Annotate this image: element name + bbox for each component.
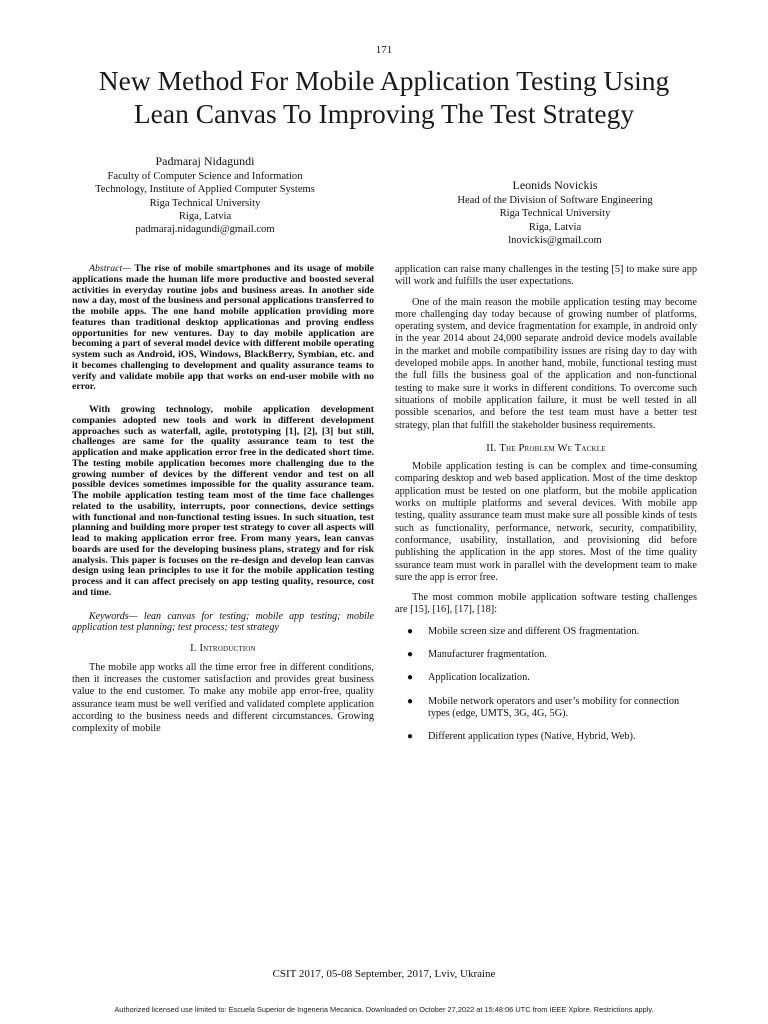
bullet-icon: ●	[407, 649, 414, 661]
abstract-text: The rise of mobile smartphones and its usage of mobile applications made the human life more productive and boosted several activities in everyday routine jobs and business areas. In another side now a day, most of the business and personal applications transferred to the mobile apps. The one hand mobile application providing more features than traditional desktop applicationas and proving endless opportunities for new ventures. Day to day mobile application are becoming a part of several model device with different mobile operating system such as Android, iOS, Windows, BlackBerry, Symbian, etc. and it becomes challenging to development and quality assurance teams to verify and validate mobile app that works on end-user mobile with no error.	[72, 263, 374, 393]
section-numeral: I.	[190, 642, 197, 654]
section-heading-problem	[395, 443, 697, 455]
author-affiliation: Faculty of Computer Science and Information	[107, 171, 303, 182]
body-paragraph: One of the main reason the mobile application testing may become more challenging day today because of growing number of platforms, operating system, and device fragmentation for example, in android only in the year 2014 about 24,000 separate android device models available in the market and mobile compatibility issues are rising day to day with developed mobile apps. In another hand, mobile, functional testing must the full fills the business goal of the application and non-functional testing to make sure it works in different conditions. To overcome such situations of mobile application failure, it must be well tested in all possible scenarios, and before the test team must have a better test strategy, plan that fulfill the stakeholder business requirements.	[395, 296, 697, 431]
section-heading-introduction	[72, 643, 374, 655]
paper-title-line-2: Lean Canvas To Improving The Test Strategy	[133, 98, 635, 129]
author-name: Padmaraj Nidagundi	[155, 154, 255, 168]
introduction-paragraph: The mobile app works all the time error free in different conditions, then it increases the customer satisfaction and provides great business value to the end customer. To make any mobile app error-free, quality assurance team must be well verified and validated complete application according to the business needs and different circumstances. Growing complexity of mobile	[72, 661, 374, 735]
conference-footer: CSIT 2017, 05-08 September, 2017, Lviv, Ukraine	[272, 968, 496, 980]
list-item: ● Mobile network operators and user’s mobility for connection types (edge, UMTS, 3G, 4G, 5G).	[407, 695, 680, 719]
bullet-icon: ●	[407, 672, 414, 684]
keywords: Keywords— lean canvas for testing; mobile app testing; mobile application test planning; test process; test strategy	[72, 610, 374, 633]
bullet-icon: ●	[407, 695, 414, 707]
right-column	[395, 264, 697, 755]
challenges-list	[395, 626, 697, 744]
abstract-paragraph-2: With growing technology, mobile application development companies adopted new tools and work in different development approaches such as waterfall, agile, prototyping [1], [2], [3] but still, challenges are same for the quality assurance team to test the application and make application error free in the dedicated short time. The testing mobile application becomes more challenging due to the growing number of devices by the different vendor and test on all possible devices sometimes impossible for the quality assurance team. The mobile application testing team most of the time face challenges related to the usability, interrupts, poor connections, device settings with functional and non-functional testing issues. In such situation, test planning and building more proper test strategy to cover all aspects will lead to making application error free. From many years, lean canvas boards are used for the developing business plans, strategy and for risk analysis. This paper is focuses on the re-design and develop lean canvas design using lean principles to use it for the mobile application testing process and it can affect precisely on app testing quality, resource, cost and time.	[72, 404, 374, 598]
author-affiliation: Technology, Institute of Applied Computer Systems	[95, 184, 315, 196]
author-block-2	[400, 177, 710, 247]
author-name: Leonids Novickis	[512, 178, 598, 192]
bullet-icon: ●	[407, 625, 414, 637]
author-affiliation: Head of the Division of Software Engineering	[457, 195, 653, 206]
list-item: ● Different application types (Native, Hybrid, Web).	[407, 731, 636, 743]
paper-title-line-1: New Method For Mobile Application Testing Using	[98, 65, 670, 96]
body-paragraph: The most common mobile application software testing challenges are [15], [16], [17], [18]:	[395, 592, 697, 616]
list-item: ● Manufacturer fragmentation.	[407, 649, 547, 661]
section-numeral: II.	[486, 442, 497, 454]
license-disclaimer: Authorized licensed use limited to: Escuela Superior de Ingeneria Mecanica. Downloaded on October 27,2022 at 15:48:06 UTC from IEEE Xplore. Restrictions apply.	[114, 1005, 654, 1014]
author-location: Riga, Latvia	[528, 221, 582, 233]
bullet-icon: ●	[407, 731, 414, 743]
section-title: The Problem We Tackle	[499, 442, 606, 454]
author-email: padmaraj.nidagundi@gmail.com	[135, 224, 275, 236]
left-column	[72, 264, 374, 736]
author-affiliation: Riga Technical University	[499, 208, 611, 220]
author-email: lnovickis@gmail.com	[508, 234, 602, 246]
list-item: ● Mobile screen size and different OS fragmentation.	[407, 625, 640, 637]
abstract-lead: Abstract—	[89, 263, 131, 274]
abstract	[72, 264, 374, 599]
author-affiliation: Riga Technical University	[149, 197, 261, 209]
section-title: Introduction	[199, 642, 256, 654]
author-location: Riga, Latvia	[178, 210, 232, 222]
author-block-1	[50, 153, 360, 236]
body-paragraph: Mobile application testing is can be complex and time-consuming comparing desktop and web based application. Most of the time desktop application must be tested on one platform, but the mobile application works on multiple platforms and several devices. With mobile app testing, quality assurance team must make sure all possible kinds of tests such as functionality, performance, network, security, compatibility, conformance, usability, installation, and provisioning did before publishing the application in the app stores. Most of the time quality ssurance team must work in parallel with the development team to make sure the app is error free.	[395, 461, 697, 583]
page-number: 171	[375, 44, 393, 56]
list-item: ● Application localization.	[407, 672, 530, 684]
body-paragraph: application can raise many challenges in the testing [5] to make sure app will work and fulfills the user expectations.	[395, 264, 697, 288]
paper-title	[30, 64, 738, 130]
